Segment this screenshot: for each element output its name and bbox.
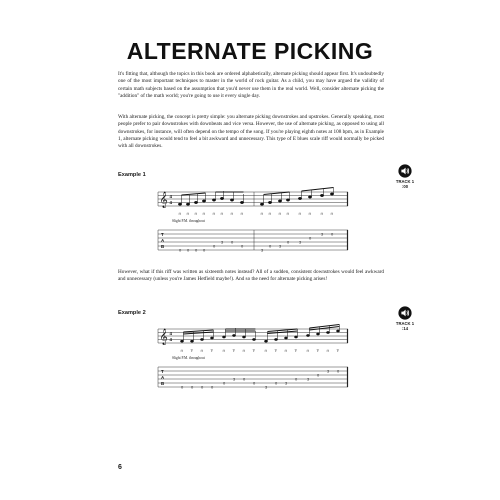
svg-text:0: 0: [337, 368, 340, 374]
tab-clef-t: T: [161, 232, 164, 237]
svg-text:⊓: ⊓: [222, 349, 226, 353]
svg-text:0: 0: [223, 380, 226, 386]
svg-text:⊓: ⊓: [178, 212, 182, 216]
svg-text:3: 3: [321, 231, 324, 237]
svg-text:V: V: [190, 349, 194, 353]
svg-text:⊓: ⊓: [186, 212, 190, 216]
sixteenth-notes-paragraph: However, what if this riff was written as sixteenth notes instead? All of a sudden, consistent downstrokes would feel awkward and unnecessary (unless you're James Hetfield maybe!). And so the need for alternate picking arises!: [118, 269, 384, 283]
example-2-notation: [150, 323, 354, 397]
svg-text:0: 0: [181, 384, 184, 390]
svg-text:3: 3: [265, 384, 268, 390]
performance-note: Slight P.M. throughout: [172, 219, 205, 223]
svg-text:⊓: ⊓: [220, 212, 224, 216]
track-time: :14: [401, 326, 409, 331]
tab-clef-b: B: [161, 244, 165, 249]
svg-text:0: 0: [317, 372, 320, 378]
svg-text:3: 3: [221, 239, 224, 245]
pick-direction-marks: [179, 212, 334, 216]
svg-text:⊓: ⊓: [200, 349, 204, 353]
svg-text:0: 0: [179, 247, 182, 253]
svg-text:0: 0: [275, 380, 278, 386]
svg-text:0: 0: [211, 384, 214, 390]
time-sig-top: 4: [169, 331, 172, 336]
svg-text:0: 0: [195, 247, 198, 253]
svg-text:0: 0: [231, 239, 234, 245]
svg-text:⊓: ⊓: [326, 349, 330, 353]
speaker-icon: [398, 164, 412, 178]
svg-text:3: 3: [261, 247, 264, 253]
svg-text:V: V: [232, 349, 236, 353]
svg-text:V: V: [252, 349, 256, 353]
svg-text:⊓: ⊓: [284, 349, 288, 353]
svg-text:V: V: [274, 349, 278, 353]
svg-text:3: 3: [285, 380, 288, 386]
example-2-label: Example 2: [118, 310, 146, 316]
svg-text:⊓: ⊓: [320, 212, 324, 216]
svg-text:⊓: ⊓: [268, 212, 272, 216]
svg-text:⊓: ⊓: [260, 212, 264, 216]
intro-paragraph: It's fitting that, although the topics in this book are ordered alphabetically, alternate picking should appear first. It's undoubtedly one of the most important techniques to master in the world of rock guitar. As a child, you may have argued the validity of certain math subjects based on the assumption that you'd never use them in the real world. Well, consider alternate picking the "addition" of the math world; you're going to use it every single day.: [118, 71, 384, 99]
svg-text:0: 0: [203, 247, 206, 253]
svg-text:0: 0: [241, 243, 244, 249]
track-label: TRACK 1: [395, 179, 415, 184]
svg-text:⊓: ⊓: [242, 349, 246, 353]
svg-text:3: 3: [233, 376, 236, 382]
svg-text:⊓: ⊓: [240, 212, 244, 216]
svg-text:0: 0: [243, 376, 246, 382]
svg-text:0: 0: [287, 239, 290, 245]
treble-clef-icon: 𝄞: [159, 329, 168, 345]
page-title: ALTERNATE PICKING: [126, 38, 374, 64]
track-2-audio-badge[interactable]: [392, 306, 418, 331]
svg-text:3: 3: [299, 239, 302, 245]
svg-text:3: 3: [279, 243, 282, 249]
svg-text:0: 0: [191, 384, 194, 390]
concept-paragraph: With alternate picking, the concept is pretty simple: you alternate picking downstrokes and upstrokes. Generally speaking, most people prefer to pair downstrokes with downbeats and vice versa. However, the use of alternate picking, as opposed to using all downstrokes, for instance, will often depend on the tempo of the song. If you're playing eighth notes at 108 bpm, as in Example 1, alternate picking would tend to feel a bit awkward and unnecessary. This type of E blues scale riff would normally be picked with all downstrokes.: [118, 114, 384, 150]
track-1-audio-badge[interactable]: [392, 164, 418, 189]
tab-clef-a: A: [161, 375, 165, 380]
svg-text:V: V: [336, 349, 340, 353]
svg-text:0: 0: [253, 380, 256, 386]
track-label: TRACK 1: [395, 321, 415, 326]
svg-text:V: V: [316, 349, 320, 353]
svg-text:3: 3: [327, 368, 330, 374]
svg-text:⊓: ⊓: [278, 212, 282, 216]
example-1-notation: [150, 186, 354, 260]
svg-text:0: 0: [295, 376, 298, 382]
page-number: 6: [118, 464, 122, 471]
svg-text:⊓: ⊓: [308, 212, 312, 216]
svg-text:⊓: ⊓: [298, 212, 302, 216]
tab-clef-b: B: [161, 381, 165, 386]
track-time: :00: [401, 184, 409, 189]
svg-text:3: 3: [307, 376, 310, 382]
svg-text:V: V: [210, 349, 214, 353]
treble-clef-icon: 𝄞: [159, 192, 168, 208]
svg-text:0: 0: [269, 243, 272, 249]
svg-text:0: 0: [331, 231, 334, 237]
svg-text:V: V: [294, 349, 298, 353]
svg-text:⊓: ⊓: [230, 212, 234, 216]
svg-text:⊓: ⊓: [330, 212, 334, 216]
time-sig-bottom: 4: [169, 200, 172, 205]
beams: [182, 188, 334, 196]
tab-clef-t: T: [161, 369, 164, 374]
svg-text:⊓: ⊓: [212, 212, 216, 216]
svg-text:⊓: ⊓: [180, 349, 184, 353]
svg-text:⊓: ⊓: [202, 212, 206, 216]
performance-note: Slight P.M. throughout: [172, 356, 205, 360]
svg-text:⊓: ⊓: [194, 212, 198, 216]
example-1-label: Example 1: [118, 172, 146, 178]
svg-text:⊓: ⊓: [286, 212, 290, 216]
speaker-icon: [398, 306, 412, 320]
svg-text:0: 0: [187, 247, 190, 253]
svg-text:0: 0: [201, 384, 204, 390]
svg-text:0: 0: [309, 235, 312, 241]
time-sig-bottom: 4: [169, 337, 172, 342]
svg-text:⊓: ⊓: [306, 349, 310, 353]
time-sig-top: 4: [169, 194, 172, 199]
svg-text:⊓: ⊓: [264, 349, 268, 353]
pick-direction-marks: [181, 349, 340, 353]
tab-clef-a: A: [161, 238, 165, 243]
svg-text:0: 0: [213, 243, 216, 249]
